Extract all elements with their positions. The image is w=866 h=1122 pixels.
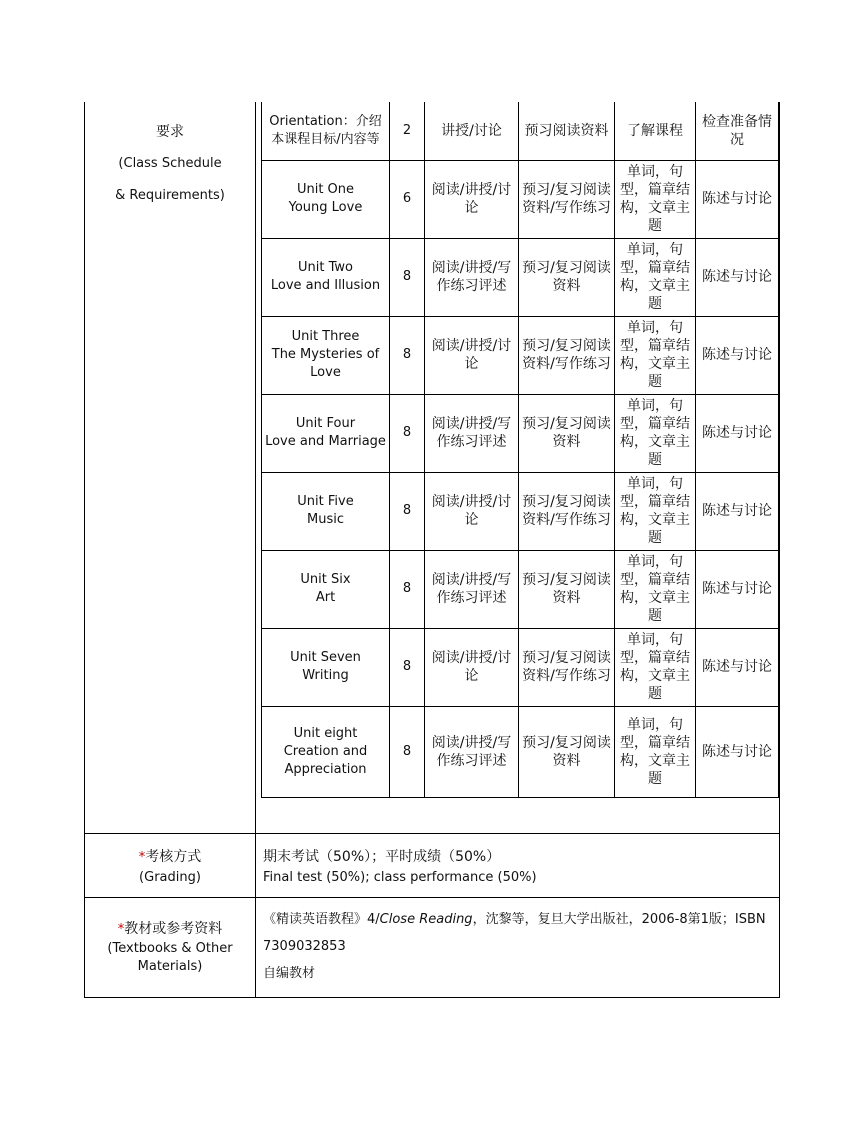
- materials-label-en-1: (Textbooks & Other: [107, 940, 233, 956]
- goal-cell: 单词，句型，篇章结构，文章主题: [615, 316, 696, 394]
- table-row: [262, 394, 779, 472]
- table-row: [262, 316, 779, 394]
- schedule-table: [261, 102, 779, 798]
- unit-cell: Unit Seven Writing: [262, 628, 390, 706]
- hours-cell: 6: [390, 160, 425, 238]
- method-cell: 讲授/讨论: [425, 102, 519, 160]
- table-row: [262, 628, 779, 706]
- schedule-label: [85, 102, 256, 833]
- prep-cell: 预习/复习阅读资料/写作练习: [519, 628, 615, 706]
- prep-cell: 预习/复习阅读资料/写作练习: [519, 160, 615, 238]
- method-cell: 阅读/讲授/讨论: [425, 160, 519, 238]
- check-cell: 陈述与讨论: [696, 550, 779, 628]
- required-asterisk: *: [117, 922, 125, 937]
- unit-cell: Unit Four Love and Marriage: [262, 394, 390, 472]
- table-row: [262, 706, 779, 797]
- unit-cell: Unit eight Creation and Appreciation: [262, 706, 390, 797]
- goal-cell: 单词，句型，篇章结构，文章主题: [615, 238, 696, 316]
- unit-cell: Unit Two Love and Illusion: [262, 238, 390, 316]
- unit-cell: Unit Three The Mysteries of Love: [262, 316, 390, 394]
- materials-content: [256, 898, 779, 997]
- check-cell: 陈述与讨论: [696, 238, 779, 316]
- hours-cell: 8: [390, 394, 425, 472]
- prep-cell: 预习阅读资料: [519, 102, 615, 160]
- check-cell: 陈述与讨论: [696, 394, 779, 472]
- method-cell: 阅读/讲授/写作练习评述: [425, 394, 519, 472]
- table-row: [262, 102, 779, 160]
- unit-cell: Unit Six Art: [262, 550, 390, 628]
- schedule-section: [85, 102, 779, 833]
- check-cell: 陈述与讨论: [696, 316, 779, 394]
- grading-line-cn: 期末考试（50%）；平时成绩（50%）: [263, 849, 501, 865]
- hours-cell: 8: [390, 706, 425, 797]
- hours-cell: 8: [390, 238, 425, 316]
- grading-label-en: (Grading): [139, 869, 201, 885]
- table-row: [262, 472, 779, 550]
- textbook-publisher: ，沈黎等，复旦大学出版社，2006-8第1版；ISBN: [472, 912, 766, 927]
- grading-label: [85, 834, 256, 897]
- materials-label: [85, 898, 256, 997]
- grading-line-en: Final test (50%); class performance (50%): [263, 869, 537, 885]
- grading-label-cn: 考核方式: [145, 849, 202, 865]
- prep-cell: 预习/复习阅读资料/写作练习: [519, 472, 615, 550]
- table-row: [262, 238, 779, 316]
- textbook-isbn: 7309032853: [263, 939, 346, 954]
- prep-cell: 预习/复习阅读资料: [519, 706, 615, 797]
- method-cell: 阅读/讲授/讨论: [425, 628, 519, 706]
- required-asterisk: *: [138, 850, 146, 865]
- goal-cell: 单词，句型，篇章结构，文章主题: [615, 550, 696, 628]
- schedule-label-cn: 要求: [156, 124, 184, 140]
- schedule-label-en-1: (Class Schedule: [118, 156, 222, 171]
- check-cell: 陈述与讨论: [696, 160, 779, 238]
- materials-label-cn: 教材或参考资料: [124, 921, 223, 937]
- method-cell: 阅读/讲授/写作练习评述: [425, 706, 519, 797]
- check-cell: 陈述与讨论: [696, 628, 779, 706]
- table-row: [262, 550, 779, 628]
- hours-cell: 8: [390, 628, 425, 706]
- prep-cell: 预习/复习阅读资料: [519, 550, 615, 628]
- method-cell: 阅读/讲授/写作练习评述: [425, 238, 519, 316]
- method-cell: 阅读/讲授/讨论: [425, 472, 519, 550]
- unit-cell: Unit One Young Love: [262, 160, 390, 238]
- goal-cell: 单词，句型，篇章结构，文章主题: [615, 472, 696, 550]
- grading-section: [85, 834, 779, 897]
- materials-label-en-2: Materials): [137, 958, 203, 974]
- goal-cell: 单词，句型，篇章结构，文章主题: [615, 160, 696, 238]
- materials-section: [85, 898, 779, 997]
- unit-cell: Unit Five Music: [262, 472, 390, 550]
- hours-cell: 8: [390, 550, 425, 628]
- method-cell: 阅读/讲授/讨论: [425, 316, 519, 394]
- prep-cell: 预习/复习阅读资料: [519, 394, 615, 472]
- self-made-material: 自编教材: [263, 966, 316, 981]
- textbook-citation: [263, 906, 768, 933]
- check-cell: 陈述与讨论: [696, 472, 779, 550]
- hours-cell: 2: [390, 102, 425, 160]
- hours-cell: 8: [390, 316, 425, 394]
- course-info-table: [84, 102, 780, 998]
- schedule-label-en-2: & Requirements): [115, 188, 225, 203]
- goal-cell: 了解课程: [615, 102, 696, 160]
- table-row: [262, 160, 779, 238]
- goal-cell: 单词，句型，篇章结构，文章主题: [615, 394, 696, 472]
- goal-cell: 单词，句型，篇章结构，文章主题: [615, 628, 696, 706]
- schedule-table-cell: [256, 102, 779, 833]
- check-cell: 陈述与讨论: [696, 706, 779, 797]
- grading-content: [256, 834, 779, 897]
- goal-cell: 单词，句型，篇章结构，文章主题: [615, 706, 696, 797]
- textbook-title-en: Close Reading: [379, 912, 473, 927]
- method-cell: 阅读/讲授/写作练习评述: [425, 550, 519, 628]
- textbook-title: 《精读英语教程》4/: [263, 912, 380, 927]
- prep-cell: 预习/复习阅读资料/写作练习: [519, 316, 615, 394]
- hours-cell: 8: [390, 472, 425, 550]
- unit-cell: Orientation：介绍本课程目标/内容等: [262, 102, 390, 160]
- prep-cell: 预习/复习阅读资料: [519, 238, 615, 316]
- check-cell: 检查准备情况: [696, 102, 779, 160]
